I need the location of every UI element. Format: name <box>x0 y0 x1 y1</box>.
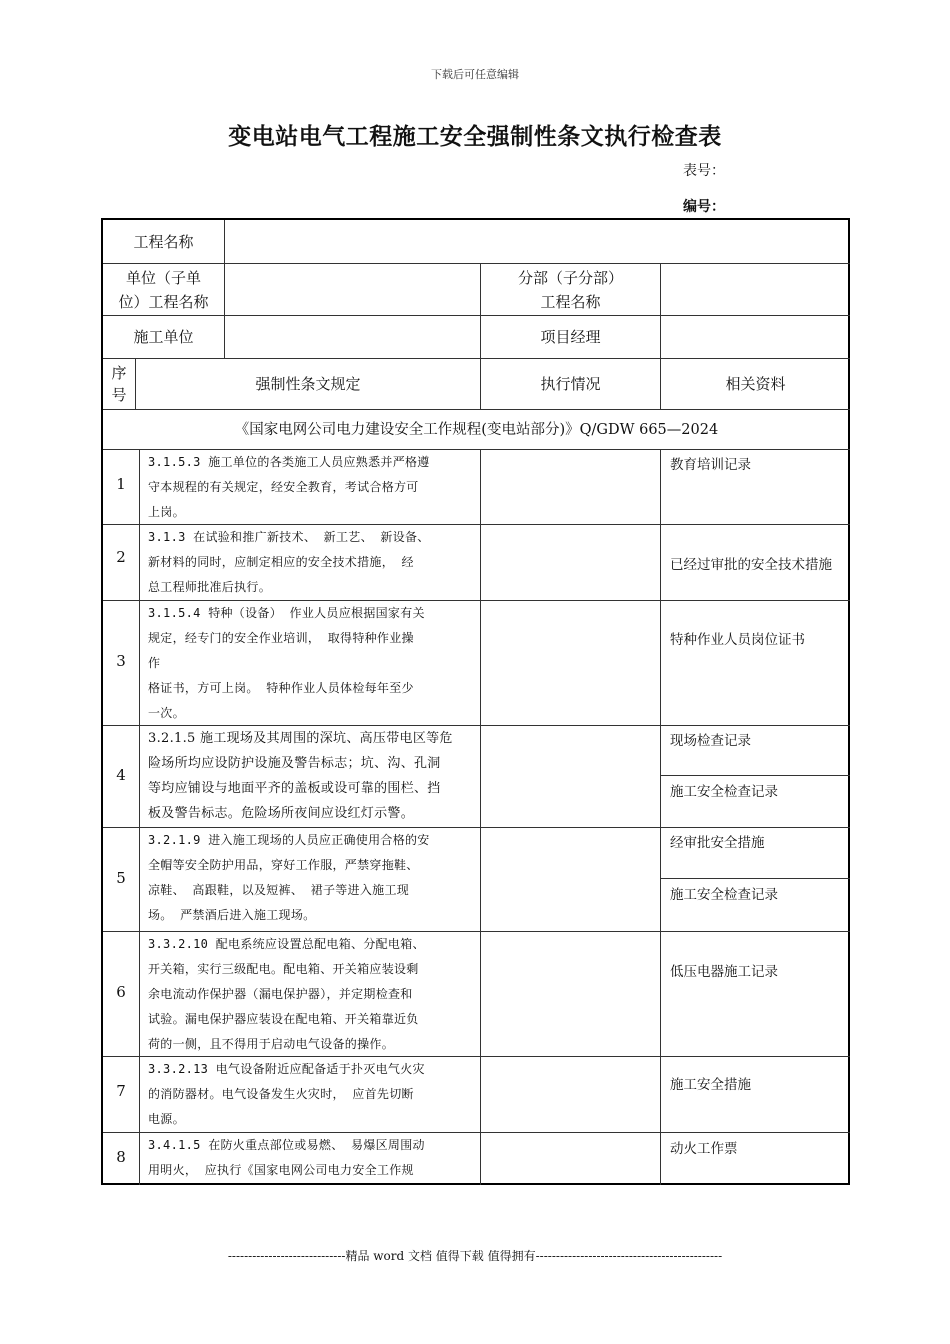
row-1-line-3: 上岗。 <box>148 505 185 519</box>
row-5-seq: 5 <box>116 869 126 887</box>
project-name-label: 工程名称 <box>133 232 194 251</box>
row-8-doc-1: 动火工作票 <box>670 1141 738 1157</box>
row-4-seq: 4 <box>116 766 126 784</box>
row-3-seq: 3 <box>116 652 126 670</box>
unit-project-label-line2: 位）工程名称 <box>118 292 209 311</box>
row-4-line-4: 板及警告标志。危险场所夜间应设红灯示警。 <box>148 806 415 821</box>
row-4-doc-2: 施工安全检查记录 <box>670 784 778 800</box>
contractor-label: 施工单位 <box>133 328 194 346</box>
row-5-line-3: 凉鞋、 高跟鞋，以及短裤、 裙子等进入施工现 <box>148 883 410 897</box>
row-2-line-3: 总工程师批准后执行。 <box>148 580 272 594</box>
row-5-line-4: 场。 严禁酒后进入施工现场。 <box>148 908 316 922</box>
row-3-line-2: 规定，经专门的安全作业培训， 取得特种作业操 <box>148 631 414 645</box>
row-6-line-2: 开关箱，实行三级配电。配电箱、开关箱应装设剩 <box>148 962 419 976</box>
row-6-line-3: 余电流动作保护器（漏电保护器），并定期检查和 <box>148 987 413 1001</box>
page-title: 变电站电气工程施工安全强制性条文执行检查表 <box>228 123 722 150</box>
row-2-line-1: 3.1.3 在试验和推广新技术、 新工艺、 新设备、 <box>148 530 430 544</box>
project-manager-label: 项目经理 <box>540 328 601 346</box>
row-4-clause <box>148 726 474 826</box>
standard-title: 《国家电网公司电力建设安全工作规程(变电站部分)》Q/GDW 665—2024 <box>234 421 719 438</box>
row-6-seq: 6 <box>116 983 126 1001</box>
division-value[interactable] <box>661 264 850 315</box>
row-5-clause <box>148 828 474 928</box>
clause-header: 强制性条文规定 <box>255 375 361 393</box>
inspection-table <box>101 218 850 1185</box>
division-label-line1: 分部（子分部） <box>517 268 623 287</box>
row-7-clause <box>148 1057 474 1132</box>
row-7-doc-1: 施工安全措施 <box>670 1077 751 1093</box>
status-header: 执行情况 <box>540 375 601 393</box>
serial-number-label: 编号： <box>683 199 725 215</box>
row-3-line-3: 作 <box>148 656 161 670</box>
table-number-label: 表号： <box>683 163 725 179</box>
row-1-doc-1: 教育培训记录 <box>670 457 751 473</box>
row-1-line-2: 守本规程的有关规定，经安全教育，考试合格方可 <box>148 480 419 494</box>
top-note: 下载后可任意编辑 <box>431 68 519 81</box>
footer-note: -----------------------------精品 word 文档 值得下载 值得拥有---------------------------------------------- <box>227 1249 723 1263</box>
row-3-line-5: 一次。 <box>148 706 185 720</box>
row-7-line-1: 3.3.2.13 电气设备附近应配备适于扑灭电气火灾 <box>148 1062 425 1076</box>
row-6-clause <box>148 932 474 1057</box>
row-3-line-1: 3.1.5.4 特种（设备） 作业人员应根据国家有关 <box>148 606 425 620</box>
row-3-clause <box>148 601 474 726</box>
row-5-doc-2: 施工安全检查记录 <box>670 887 778 903</box>
row-3-line-4: 格证书，方可上岗。 特种作业人员体检每年至少 <box>148 681 414 695</box>
row-4-line-2: 险场所均应设防护设施及警告标志；坑、沟、孔洞 <box>148 756 441 771</box>
row-8-seq: 8 <box>116 1148 126 1166</box>
row-5-line-1: 3.2.1.9 进入施工现场的人员应正确使用合格的安 <box>148 833 430 847</box>
row-8-line-1: 3.4.1.5 在防火重点部位或易燃、 易爆区周围动 <box>148 1138 425 1152</box>
row-7-line-2: 的消防器材。电气设备发生火灾时， 应首先切断 <box>148 1087 414 1101</box>
row-8-clause <box>148 1133 474 1183</box>
row-1-line-1: 3.1.5.3 施工单位的各类施工人员应熟悉并严格遵 <box>148 455 430 469</box>
unit-project-value[interactable] <box>225 264 480 315</box>
row-2-clause <box>148 525 474 600</box>
row-4-doc-1: 现场检查记录 <box>670 733 751 749</box>
row-2-doc-1: 已经过审批的安全技术措施 <box>670 557 832 573</box>
row-5-doc-1: 经审批安全措施 <box>670 835 765 851</box>
seq-header-line1: 序 <box>111 364 127 382</box>
row-7-line-3: 电源。 <box>148 1112 185 1126</box>
row-6-doc-1: 低压电器施工记录 <box>670 964 778 980</box>
seq-header <box>103 359 135 409</box>
row-2-seq: 2 <box>116 548 126 566</box>
project-manager-value[interactable] <box>661 316 850 358</box>
row-7-seq: 7 <box>116 1082 126 1100</box>
row-1-clause <box>148 450 474 525</box>
docs-header: 相关资料 <box>725 375 786 393</box>
division-label-line2: 工程名称 <box>540 292 601 311</box>
row-4-line-1: 3.2.1.5 施工现场及其周围的深坑、高压带电区等危 <box>148 731 453 746</box>
project-name-value[interactable] <box>225 220 850 263</box>
unit-project-label <box>103 264 224 315</box>
division-label <box>481 264 660 315</box>
row-1-seq: 1 <box>116 475 126 493</box>
row-8-line-2: 用明火， 应执行《国家电网公司电力安全工作规 <box>148 1163 414 1177</box>
row-6-line-5: 荷的一侧，且不得用于启动电气设备的操作。 <box>148 1037 395 1051</box>
row-2-line-2: 新材料的同时，应制定相应的安全技术措施， 经 <box>148 555 414 569</box>
row-3-doc-1: 特种作业人员岗位证书 <box>670 632 805 648</box>
unit-project-label-line1: 单位（子单 <box>125 268 201 287</box>
row-5-line-2: 全帽等安全防护用品，穿好工作服，严禁穿拖鞋、 <box>148 858 419 872</box>
row-4-line-3: 等均应铺设与地面平齐的盖板或设可靠的围栏、挡 <box>148 781 441 796</box>
row-6-line-1: 3.3.2.10 配电系统应设置总配电箱、分配电箱、 <box>148 937 425 951</box>
seq-header-line2: 号 <box>111 386 127 404</box>
row-6-line-4: 试验。漏电保护器应装设在配电箱、开关箱靠近负 <box>148 1012 419 1026</box>
contractor-value[interactable] <box>225 316 480 358</box>
